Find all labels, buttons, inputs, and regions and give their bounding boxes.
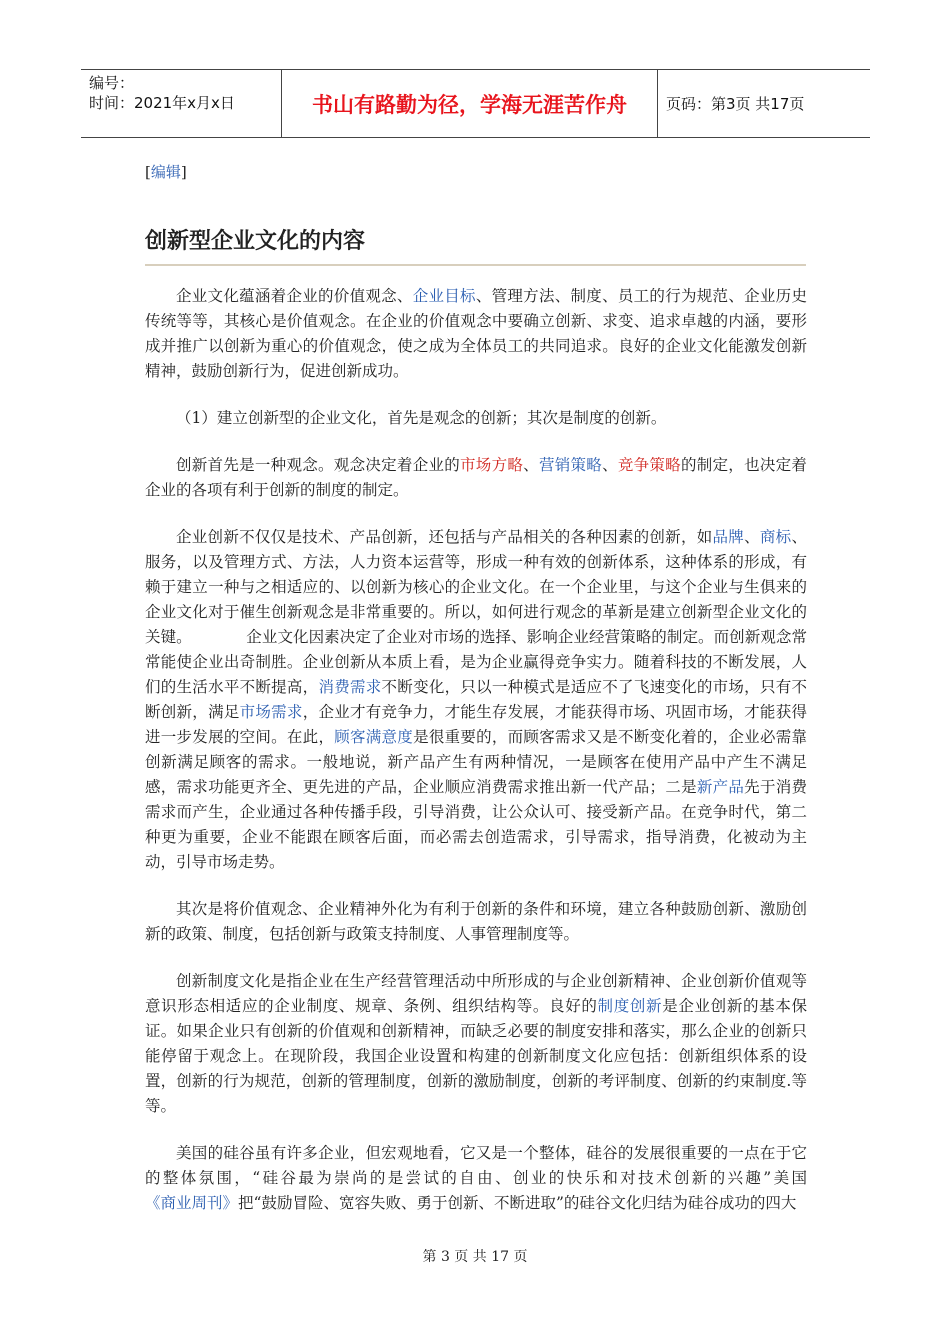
edit-link-wrapper: [编辑] <box>145 163 187 181</box>
time-label: 时间：2021年x月x日 <box>89 94 235 112</box>
page-number-label: 页码：第3页 共17页 <box>666 95 805 113</box>
number-label: 编号： <box>89 74 135 92</box>
paragraph-6: 创新制度文化是指企业在生产经营管理活动中所形成的与企业创新精神、企业创新价值观等意识形态相适应的企业制度、规章、条例、组织结构等。良好的制度创新是企业创新的基本保证。如果企业只有创新的价值观和创新精神，而缺乏必要的制度安排和落实，那么企业的创新只能停留于观念上。在现阶段，我国企业设置和构建的创新制度文化应包括：创新组织体系的设置，创新的行为规范，创新的管理制度，创新的激励制度，创新的考评制度、创新的约束制度.等等。 <box>145 972 807 1115</box>
header-motto: 书山有路勤为径，学海无涯苦作舟 <box>282 70 658 137</box>
section-title: 创新型企业文化的内容 <box>145 229 366 254</box>
link-enterprise-goal[interactable]: 企业目标 <box>412 287 476 305</box>
page-header <box>81 69 870 138</box>
link-market-demand[interactable]: 市场需求 <box>239 703 303 721</box>
paragraph-7: 美国的硅谷虽有许多企业，但宏观地看，它又是一个整体，硅谷的发展很重要的一点在于它的整体氛围，“硅谷最为崇尚的是尝试的自由、创业的快乐和对技术创新的兴趣”美国《商业周刊》把“鼓励冒险、宽容失败、勇于创新、不断进取”的硅谷文化归结为硅谷成功的四大 <box>145 1144 807 1212</box>
link-trademark[interactable]: 商标 <box>759 528 792 546</box>
link-marketing-strategy[interactable]: 营销策略 <box>538 456 603 474</box>
link-brand[interactable]: 品牌 <box>712 528 745 546</box>
link-market-strategy[interactable]: 市场方略 <box>460 456 524 474</box>
link-customer-satisfaction[interactable]: 顾客满意度 <box>334 728 414 746</box>
link-new-product[interactable]: 新产品 <box>696 778 745 796</box>
paragraph-3: 创新首先是一种观念。观念决定着企业的市场方略、营销策略、竞争策略的制定，也决定着企业的各项有利于创新的制度的制定。 <box>145 456 807 499</box>
paragraph-1: 企业文化蕴涵着企业的价值观念、企业目标、管理方法、制度、员工的行为规范、企业历史传统等等，其核心是价值观念。在企业的价值观念中要确立创新、求变、追求卓越的内涵，要形成并推广以创新为重心的价值观念，使之成为全体员工的共同追求。良好的企业文化能激发创新精神，鼓励创新行为，促进创新成功。 <box>145 287 807 380</box>
edit-link[interactable]: 编辑 <box>150 163 181 181</box>
paragraph-2: （1）建立创新型的企业文化，首先是观念的创新；其次是制度的创新。 <box>176 409 667 427</box>
section-divider <box>145 264 806 266</box>
link-business-week[interactable]: 《商业周刊》 <box>145 1194 239 1212</box>
link-consumer-demand[interactable]: 消费需求 <box>318 678 382 696</box>
link-competition-strategy[interactable]: 竞争策略 <box>617 456 681 474</box>
paragraph-5: 其次是将价值观念、企业精神外化为有利于创新的条件和环境，建立各种鼓励创新、激励创新的政策、制度，包括创新与政策支持制度、人事管理制度等。 <box>145 900 807 943</box>
header-meta <box>81 70 282 137</box>
link-institutional-innovation[interactable]: 制度创新 <box>597 997 663 1015</box>
paragraph-4: 企业创新不仅仅是技术、产品创新，还包括与产品相关的各种因素的创新，如品牌、商标、服务，以及管理方式、方法，人力资本运营等，形成一种有效的创新体系，这种体系的形成，有赖于建立一种与之相适应的、以创新为核心的企业文化。在一个企业里，与这个企业与生俱来的企业文化对于催生创新观念是非常重要的。所以，如何进行观念的革新是建立创新型企业文化的关键。 企业文化因素决定了企业对市场的选择、影响企业经营策略的制定。而创新观念常常能使企业出奇制胜。企业创新从本质上看，是为企业赢得竞争实力。随着科技的不断发展，人们的生活水平不断提高，消费需求不断变化，只以一种模式是适应不了飞速变化的市场，只有不断创新，满足市场需求，企业才有竞争力，才能生存发展，才能获得市场、巩固市场，才能获得进一步发展的空间。在此，顾客满意度是很重要的，而顾客需求又是不断变化着的，企业必需靠创新满足顾客的需求。一般地说，新产品产生有两种情况，一是顾客在使用产品中产生不满足感，需求功能更齐全、更先进的产品，企业顺应消费需求推出新一代产品；二是新产品先于消费需求而产生，企业通过各种传播手段，引导消费，让公众认可、接受新产品。在竞争时代，第二种更为重要，企业不能跟在顾客后面，而必需去创造需求，引导需求，指导消费，化被动为主动，引导市场走势。 <box>145 528 807 871</box>
page-footer: 第 3 页 共 17 页 <box>422 1249 528 1265</box>
article-body <box>145 284 807 1238</box>
